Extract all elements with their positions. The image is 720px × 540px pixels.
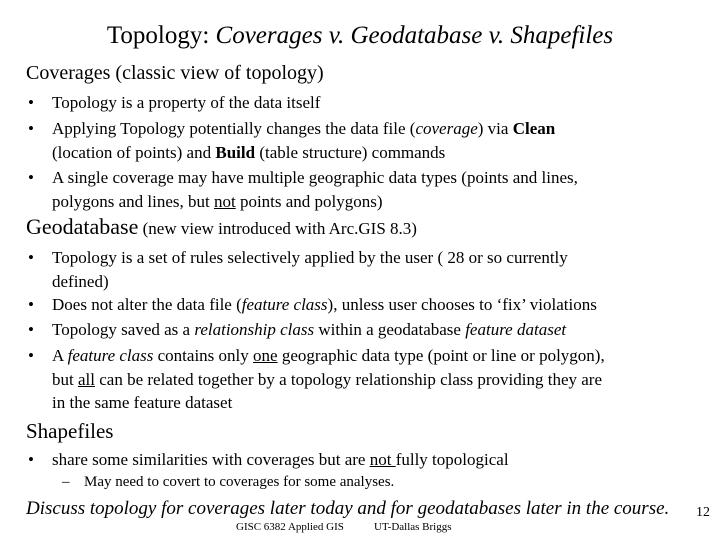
bullet-text: Topology is a set of rules selectively applied by the user ( 28 or so currently defined)	[52, 248, 568, 291]
bullet-text: A single coverage may have multiple geographic data types (points and lines, polygons and lines, but not points and polygons)	[52, 168, 578, 211]
title-italic: Coverages v. Geodatabase v. Shapefiles	[215, 22, 614, 49]
list-item	[28, 166, 718, 213]
bullet-text: Topology saved as a relationship class within a geodatabase feature dataset	[52, 320, 567, 339]
footer-course: GISC 6382 Applied GIS	[236, 521, 344, 533]
list-item	[28, 117, 718, 164]
page-number: 12	[696, 505, 710, 520]
coverages-heading-note: (classic view of topology)	[110, 62, 324, 84]
list-item	[28, 344, 718, 415]
bullet-marker: •	[28, 320, 34, 339]
shapefiles-heading: Shapefiles	[26, 419, 114, 443]
bullet-text: share some similarities with coverages but are not fully topological	[52, 450, 509, 469]
bullet-text: A feature class contains only one geographic data type (point or line or polygon), but all can be related together by a topology relationship class providing they are in the same feature dataset	[52, 346, 605, 412]
bullet-text: Does not alter the data file (feature class), unless user chooses to ‘fix’ violations	[52, 295, 597, 314]
title-prefix: Topology:	[106, 22, 216, 49]
discussion-note: Discuss topology for coverages later today and for geodatabases later in the course.	[26, 498, 670, 519]
coverages-heading-label: Coverages	[26, 62, 111, 84]
sub-bullet-text: May need to covert to coverages for some analyses.	[84, 474, 395, 490]
sub-bullet	[62, 472, 394, 492]
geodatabase-heading-label: Geodatabase	[26, 214, 139, 239]
list-item	[28, 293, 718, 317]
geodatabase-heading	[26, 214, 417, 243]
list-item	[28, 448, 718, 472]
bullet-text: Applying Topology potentially changes the data file (coverage) via Clean (location of points) and Build (table structure) commands	[52, 119, 556, 162]
geodatabase-heading-note: (new view introduced with Arc.GIS 8.3)	[138, 219, 417, 238]
bullet-marker: •	[28, 450, 34, 469]
bullet-marker: •	[28, 119, 34, 138]
list-item	[28, 318, 718, 342]
coverages-heading	[26, 60, 324, 86]
bullet-marker: •	[28, 248, 34, 267]
bullet-marker: •	[28, 93, 34, 112]
slide-title	[0, 20, 720, 52]
footer-author: UT-Dallas Briggs	[374, 521, 452, 533]
list-item	[28, 91, 718, 115]
sub-bullet-dash: –	[62, 474, 70, 490]
bullet-marker: •	[28, 168, 34, 187]
list-item	[28, 246, 718, 293]
bullet-marker: •	[28, 346, 34, 365]
bullet-marker: •	[28, 295, 34, 314]
bullet-text: Topology is a property of the data itself	[52, 93, 321, 112]
